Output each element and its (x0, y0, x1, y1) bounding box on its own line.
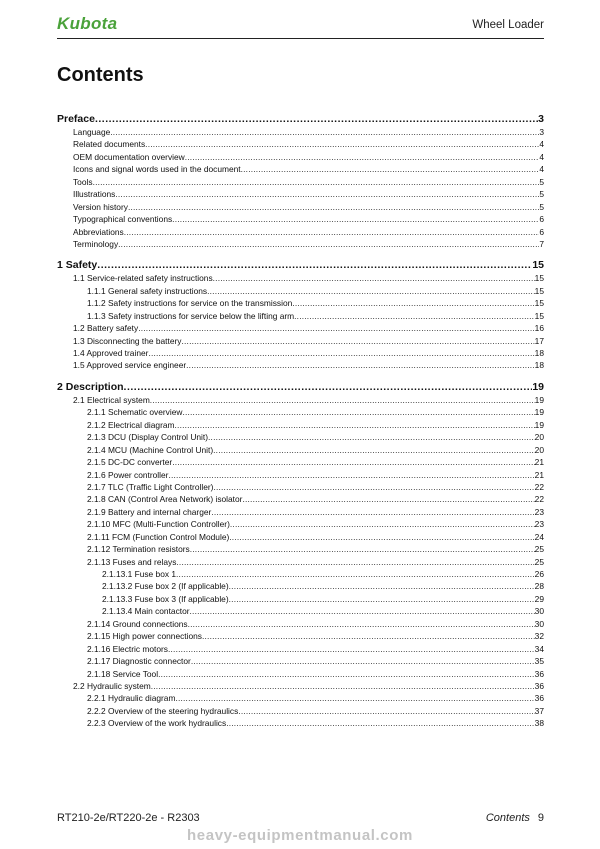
toc-page-number: 19 (532, 380, 544, 393)
toc-entry[interactable] (57, 705, 544, 717)
toc-page-number: 4 (539, 164, 544, 175)
toc-entry[interactable] (57, 297, 544, 309)
toc-page-number: 22 (534, 494, 544, 505)
toc-chapter-entry[interactable] (57, 112, 544, 126)
toc-dot-leader (182, 406, 534, 418)
toc-entry-title: 1.1 Service-related safety instructions (73, 273, 213, 284)
toc-entry[interactable] (57, 469, 544, 481)
toc-dot-leader (115, 188, 539, 200)
toc-entry-title: 2.1.13.2 Fuse box 2 (If applicable) (102, 581, 229, 592)
toc-entry[interactable] (57, 126, 544, 138)
toc-dot-leader (176, 556, 534, 568)
toc-dot-leader (118, 238, 539, 250)
toc-entry-title: Version history (73, 201, 128, 212)
toc-dot-leader (186, 359, 535, 371)
toc-entry[interactable] (57, 568, 544, 580)
toc-page-number: 4 (539, 139, 544, 150)
toc-dot-leader (241, 163, 540, 175)
toc-page-number: 21 (534, 457, 544, 468)
toc-entry[interactable] (57, 618, 544, 630)
kubota-logo: Kubota (57, 14, 118, 33)
toc-entry-title: Tools (73, 176, 93, 187)
toc-entry[interactable] (57, 138, 544, 150)
footer-doc-id: RT210-2e/RT220-2e - R2303 (57, 812, 200, 824)
toc-page-number: 15 (534, 285, 544, 296)
toc-page-number: 15 (534, 273, 544, 284)
toc-entry-title: 2.1.4 MCU (Machine Control Unit) (87, 444, 214, 455)
toc-dot-leader (229, 593, 535, 605)
toc-entry-title: 1.1.3 Safety instructions for service below the lifting arm (87, 310, 295, 321)
toc-entry-title: 2.1.9 Battery and internal charger (87, 506, 212, 517)
toc-entry[interactable] (57, 176, 544, 188)
toc-page-number: 6 (539, 226, 544, 237)
toc-entry[interactable] (57, 285, 544, 297)
toc-page-number: 6 (539, 214, 544, 225)
footer-right (486, 812, 544, 824)
toc-entry-title: 2.2.2 Overview of the steering hydraulics (87, 705, 239, 716)
toc-entry[interactable] (57, 322, 544, 334)
toc-entry-title: 2.1.14 Ground connections (87, 618, 188, 629)
toc-entry[interactable] (57, 531, 544, 543)
toc-entry-title: 2.1.1 Schematic overview (87, 407, 183, 418)
toc-page-number: 20 (534, 432, 544, 443)
toc-entry-title: 2.1.7 TLC (Traffic Light Controller) (87, 481, 214, 492)
toc-entry-title: 1.4 Approved trainer (73, 348, 149, 358)
toc-page-number: 38 (534, 718, 544, 729)
toc-entry-title: 2.1.13.1 Fuse box 1 (102, 569, 177, 579)
toc-page-number: 18 (534, 360, 544, 371)
toc-page-number: 36 (534, 680, 544, 691)
toc-page-number: 3 (539, 127, 544, 137)
toc-entry[interactable] (57, 394, 544, 406)
toc-page-number: 15 (534, 310, 544, 321)
toc-dot-leader (175, 419, 535, 431)
toc-entry-title: 2.1.2 Electrical diagram (87, 419, 175, 430)
toc-entry-title: 2.1.5 DC-DC converter (87, 457, 173, 468)
toc-dot-leader (226, 717, 534, 729)
toc-dot-leader (242, 493, 534, 505)
toc-page-number: 17 (534, 335, 544, 346)
toc-dot-leader (124, 226, 540, 238)
toc-entry[interactable] (57, 335, 544, 347)
toc-entry[interactable] (57, 310, 544, 322)
page-footer (57, 812, 544, 828)
toc-entry-title: 2.1.8 CAN (Control Area Network) isolator (87, 494, 243, 505)
toc-spacer (57, 250, 544, 258)
toc-entry[interactable] (57, 580, 544, 592)
toc-page-number: 23 (534, 519, 544, 530)
toc-entry[interactable] (57, 493, 544, 505)
toc-dot-leader (175, 692, 534, 704)
toc-page-number: 25 (534, 556, 544, 567)
toc-dot-leader (124, 380, 533, 394)
toc-page-number: 5 (539, 189, 544, 200)
toc-entry-title: 2 Description (57, 380, 124, 393)
toc-entry[interactable] (57, 556, 544, 568)
toc-page-number: 20 (534, 444, 544, 455)
toc-page-number: 4 (539, 151, 544, 162)
toc-dot-leader (93, 176, 540, 188)
toc-entry-title: 2.2.1 Hydraulic diagram (87, 693, 176, 704)
toc-entry-title: 2.1.10 MFC (Multi-Function Controller) (87, 519, 230, 530)
toc-page-number: 36 (534, 668, 544, 679)
toc-entry-title: 1.1.2 Safety instructions for service on the transmission (87, 298, 293, 309)
toc-page-number: 29 (534, 593, 544, 604)
watermark: heavy-equipmentmanual.com (187, 827, 413, 844)
toc-entry-title: 2.1.15 High power connections (87, 631, 202, 642)
toc-entry-title: Terminology (73, 238, 119, 249)
toc-entry-title: 2.2 Hydraulic system (73, 680, 151, 691)
toc-page-number: 26 (534, 569, 544, 579)
toc-entry-title: 1.5 Approved service engineer (73, 360, 187, 371)
toc-entry-title: 2.1.13.4 Main contactor (102, 606, 190, 617)
page-title: Contents (57, 64, 144, 86)
toc-dot-leader (95, 112, 538, 126)
toc-entry-title: 2.1 Electrical system (73, 394, 150, 405)
toc-dot-leader (128, 201, 539, 213)
toc-page-number: 7 (539, 238, 544, 249)
toc-page-number: 19 (534, 407, 544, 418)
toc-dot-leader (172, 213, 539, 225)
toc-page-number: 3 (538, 113, 544, 125)
toc-dot-leader (151, 680, 535, 692)
toc-entry[interactable] (57, 431, 544, 443)
toc-entry-title: 2.1.3 DCU (Display Control Unit) (87, 432, 209, 443)
toc-entry[interactable] (57, 692, 544, 704)
toc-page-number: 25 (534, 544, 544, 555)
toc-dot-leader (97, 258, 532, 272)
toc-entry[interactable] (57, 406, 544, 418)
toc-entry[interactable] (57, 605, 544, 617)
page-number: 9 (537, 812, 544, 824)
footer-section: Contents (485, 812, 530, 824)
toc-entry-title: 1 Safety (57, 259, 98, 272)
toc-entry-title: Typographical conventions (73, 214, 173, 225)
toc-entry-title: 2.1.11 FCM (Function Control Module) (87, 531, 230, 542)
toc-entry-title: Preface (57, 113, 95, 125)
toc-dot-leader (185, 151, 540, 163)
toc-entry-title: 1.1.1 General safety instructions (87, 285, 208, 296)
toc-entry-title: 1.2 Battery safety (73, 323, 139, 334)
page-header (57, 10, 544, 39)
toc-dot-leader (292, 297, 534, 309)
toc-dot-leader (181, 335, 534, 347)
toc-page-number: 5 (539, 201, 544, 212)
toc-entry-title: Illustrations (73, 189, 116, 200)
toc-dot-leader (202, 630, 535, 642)
toc-dot-leader (168, 469, 534, 481)
toc-page-number: 32 (534, 631, 544, 642)
toc-dot-leader (213, 481, 534, 493)
toc-entry-title: 2.2.3 Overview of the work hydraulics (87, 718, 227, 729)
toc-page-number: 15 (532, 259, 544, 272)
toc-dot-leader (230, 518, 535, 530)
toc-entry-title: Language (73, 127, 111, 137)
toc-dot-leader (191, 655, 535, 667)
toc-entry[interactable] (57, 359, 544, 371)
toc-dot-leader (138, 322, 534, 334)
toc-entry[interactable] (57, 188, 544, 200)
toc-entry[interactable] (57, 419, 544, 431)
toc-dot-leader (294, 310, 535, 322)
toc-entry[interactable] (57, 272, 544, 284)
toc-dot-leader (207, 285, 535, 297)
toc-dot-leader (168, 643, 535, 655)
toc-entry-title: 2.1.13 Fuses and relays (87, 556, 177, 567)
toc-entry-title: Related documents (73, 139, 146, 150)
table-of-contents (57, 112, 544, 730)
toc-entry-title: OEM documentation overview (73, 151, 185, 162)
toc-entry[interactable] (57, 238, 544, 250)
toc-dot-leader (211, 506, 534, 518)
toc-entry[interactable] (57, 543, 544, 555)
toc-page-number: 16 (534, 323, 544, 334)
toc-entry-title: 2.1.13.3 Fuse box 3 (If applicable) (102, 593, 229, 604)
toc-dot-leader (172, 456, 534, 468)
toc-page-number: 36 (534, 693, 544, 704)
toc-page-number: 18 (534, 348, 544, 358)
toc-entry[interactable] (57, 643, 544, 655)
toc-chapter-entry[interactable] (57, 380, 544, 394)
toc-entry-title: 2.1.6 Power controller (87, 469, 169, 480)
toc-spacer (57, 372, 544, 380)
toc-page-number: 19 (534, 419, 544, 430)
toc-chapter-entry[interactable] (57, 258, 544, 272)
toc-entry[interactable] (57, 444, 544, 456)
toc-page-number: 19 (534, 394, 544, 405)
toc-entry-title: Abbreviations (73, 226, 124, 237)
toc-entry[interactable] (57, 163, 544, 175)
toc-page-number: 24 (534, 531, 544, 542)
toc-dot-leader (229, 531, 534, 543)
toc-dot-leader (148, 347, 534, 359)
toc-entry[interactable] (57, 226, 544, 238)
document-title: Wheel Loader (472, 19, 544, 31)
toc-entry[interactable] (57, 630, 544, 642)
toc-entry[interactable] (57, 518, 544, 530)
toc-dot-leader (150, 394, 535, 406)
toc-entry-title: 1.3 Disconnecting the battery (73, 335, 182, 346)
toc-page-number: 30 (534, 618, 544, 629)
toc-entry[interactable] (57, 201, 544, 213)
toc-dot-leader (110, 126, 539, 138)
toc-entry-title: 2.1.16 Electric motors (87, 643, 168, 654)
toc-entry[interactable] (57, 347, 544, 359)
toc-page-number: 15 (534, 298, 544, 309)
toc-dot-leader (238, 705, 534, 717)
toc-entry[interactable] (57, 717, 544, 729)
toc-dot-leader (190, 543, 535, 555)
toc-entry[interactable] (57, 668, 544, 680)
toc-dot-leader (145, 138, 539, 150)
toc-page-number: 34 (534, 643, 544, 654)
toc-entry-title: 2.1.18 Service Tool (87, 668, 159, 679)
toc-entry[interactable] (57, 680, 544, 692)
toc-dot-leader (229, 580, 535, 592)
toc-page-number: 23 (534, 506, 544, 517)
toc-dot-leader (176, 568, 535, 580)
toc-entry[interactable] (57, 213, 544, 225)
toc-page-number: 28 (534, 581, 544, 592)
toc-dot-leader (158, 668, 535, 680)
toc-dot-leader (213, 444, 535, 456)
toc-page-number: 30 (534, 606, 544, 617)
toc-page-number: 37 (534, 705, 544, 716)
toc-entry[interactable] (57, 151, 544, 163)
toc-dot-leader (208, 431, 535, 443)
toc-entry[interactable] (57, 593, 544, 605)
toc-dot-leader (190, 605, 535, 617)
toc-entry[interactable] (57, 481, 544, 493)
toc-dot-leader (188, 618, 535, 630)
toc-page-number: 21 (534, 469, 544, 480)
toc-page-number: 5 (539, 176, 544, 187)
toc-entry[interactable] (57, 456, 544, 468)
toc-dot-leader (213, 272, 535, 284)
toc-page-number: 22 (534, 481, 544, 492)
toc-page-number: 35 (534, 656, 544, 667)
toc-entry[interactable] (57, 655, 544, 667)
toc-entry-title: 2.1.12 Termination resistors (87, 544, 190, 555)
toc-entry-title: 2.1.17 Diagnostic connector (87, 656, 191, 667)
toc-entry[interactable] (57, 506, 544, 518)
toc-entry-title: Icons and signal words used in the document (73, 164, 241, 175)
